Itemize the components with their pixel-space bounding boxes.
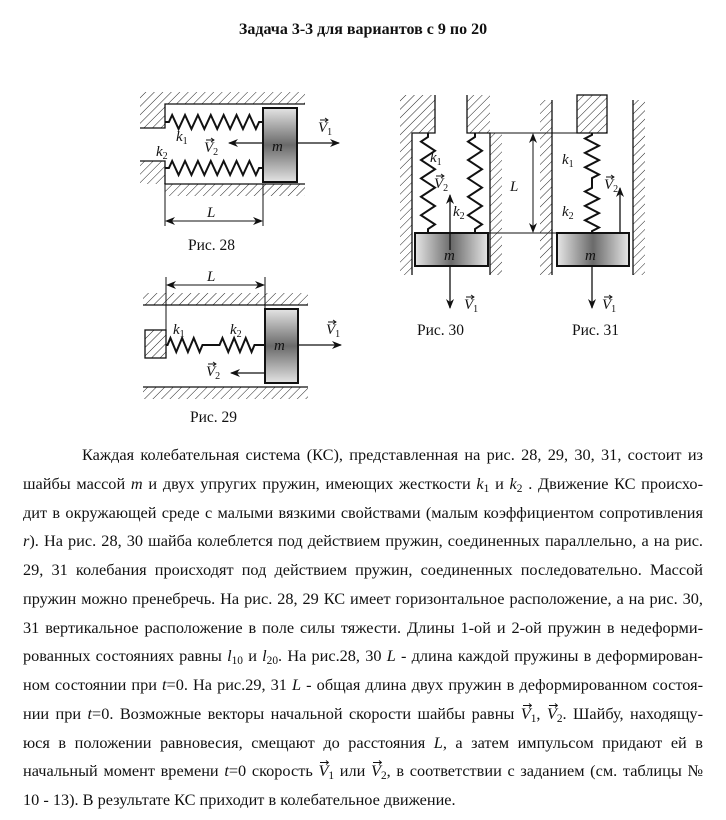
text-run: и [243,646,263,666]
fig29-k2-label: $k_2$ [230,322,242,340]
text-run: и двух упругих пружин, имеющих жесткости [142,473,477,493]
math-symbol: L [386,646,396,666]
fig30-k1-label: $k_1$ [430,150,442,168]
fig30-caption-label: Рис. 30 [417,322,465,339]
fig29-v1-label: $V_1$ [326,322,341,340]
fig31-mass-label: m [585,248,596,264]
text-run: . Шайбу, находящу- [562,703,703,723]
fig29-length-label: L [207,269,216,285]
fig28-spring-k2 [165,161,263,175]
text-run: юся в положении равновесия, смещают до расстояния [23,732,434,752]
vector-arrow-icon [373,760,382,765]
text-run: =0 скорость [228,761,319,781]
fig29-mass-label: m [274,338,285,354]
text-line [23,441,703,470]
fig29-v2-label: $V_2$ [206,364,221,382]
math-symbol: l [262,646,267,666]
fig30-v2-label: $V_2$ [434,176,449,194]
math-symbol: t [162,675,167,694]
fig28-length-label: L [207,205,216,221]
vector-arrow-icon [320,760,329,765]
fig31-spring-k1 [585,133,599,180]
text-line [23,671,703,700]
fig30-spring-k2 [468,133,482,233]
fig28-k1-label: $k_1$ [176,129,188,147]
fig29-spring-k2 [218,338,256,352]
text-run: и [489,473,510,493]
text-run: рованных состояниях равны [23,646,228,666]
text-run: 10 - 13). В результате КС приходит в колебательное движение. [23,790,456,809]
text-run: - длина каждой пружины в деформирован- [395,646,703,666]
text-run: - общая длина двух пружин в деформированном состоя- [301,675,703,694]
text-run: =0. Возможные векторы начальной скорости шайбы равны [92,703,521,723]
text-run: , а затем импульсом придают ей в [442,732,703,752]
text-line [23,556,703,585]
math-symbol: k [509,473,517,493]
math-symbol: t [87,703,93,723]
fig28-v2-label: $V_2$ [204,140,219,158]
subscript: 10 [231,655,243,668]
vector-arrow-icon [523,703,532,708]
math-symbol: l [227,646,232,666]
text-run: ). На рис. 28, 30 шайба колеблется под действием пружин, соединенных параллельно, а на рис. [29,531,703,551]
fig30-length-label: L [510,179,519,195]
text-run: =0. На рис.29, 31 [166,675,293,694]
velocity-vector: V $_2$ [546,703,563,725]
text-line [23,700,703,729]
text-line [23,470,703,499]
math-symbol: m [130,473,143,493]
text-run: шайбы массой [23,473,131,493]
fig29-spring-k1 [166,338,204,352]
text-line [23,527,703,556]
fig28-caption-label: Рис. 28 [188,237,236,254]
text-line [23,585,703,614]
subscript: 20 [266,655,279,668]
fig30-mass-label: m [444,248,455,264]
math-symbol: L [433,732,443,752]
text-run: нии при [23,703,88,723]
fig29-caption-label: Рис. 29 [190,409,238,426]
text-line [23,499,703,528]
fig31-v2-label: $V_2$ [604,177,619,195]
text-line [23,729,703,758]
math-symbol: L [292,675,302,694]
text-line [23,786,703,815]
text-line [23,642,703,671]
text-run: , в соответствии с заданием (см. таблицы № [386,761,703,781]
math-symbol: t [224,761,229,781]
fig31-spring-k2 [585,186,599,233]
text-run: дит в окружающей среде с малыми вязкими свойствами (малым коэффициентом сопротивления [23,502,703,522]
page-title: Задача 3-3 для вариантов с 9 по 20 [238,21,488,38]
fig31-caption-label: Рис. 31 [572,322,620,339]
vector-arrow-icon [549,703,558,708]
text-line [23,614,703,643]
fig30-k2-label: $k_2$ [453,204,465,222]
velocity-vector: V $_1$ [520,703,537,725]
text-run: . Движение КС происхо- [522,473,703,493]
fig28-spring-k1 [165,115,263,129]
text-run: , [536,703,547,723]
fig31-k2-label: $k_2$ [562,204,574,222]
problem-description [23,441,703,815]
subscript: 2 [516,482,523,495]
fig28-k2-label: $k_2$ [156,144,168,162]
fig28-v1-label: $V_1$ [318,120,333,138]
fig29-k1-label: $k_1$ [173,322,185,340]
fig28-mass-label: m [272,139,283,155]
fig31-v1-label: $V_1$ [602,297,617,315]
text-run: пружин можно пренебречь. На рис. 28, 29 КС имеет горизонтальное расположение, а на рис. 30, [23,588,703,608]
math-symbol: r [23,531,30,551]
fig30-v1-label: $V_1$ [464,297,479,315]
text-run: 31 вертикальное расположение в поле силы тяжести. Длины 1-ой и 2-ой пружин в недеформи- [23,617,703,637]
velocity-vector: V $_1$ [318,761,335,783]
math-symbol: k [476,473,484,493]
fig30-spring-k1 [421,133,435,233]
fig31-k1-label: $k_1$ [562,152,574,170]
subscript: 1 [483,482,490,495]
text-run: или [334,761,372,781]
text-line [23,757,703,786]
text-run: . На рис.28, 30 [278,646,387,666]
text-run: Каждая колебательная система (КС), представленная на рис. 28, 29, 30, 31, состоит из [82,445,703,464]
text-run: 29, 31 колебания происходят под действием пружин, соединенных последовательно. Массой [23,560,703,579]
velocity-vector: V $_2$ [371,761,387,783]
text-run: ном состоянии при [23,675,163,694]
text-run: начальный момент времени [23,761,225,781]
